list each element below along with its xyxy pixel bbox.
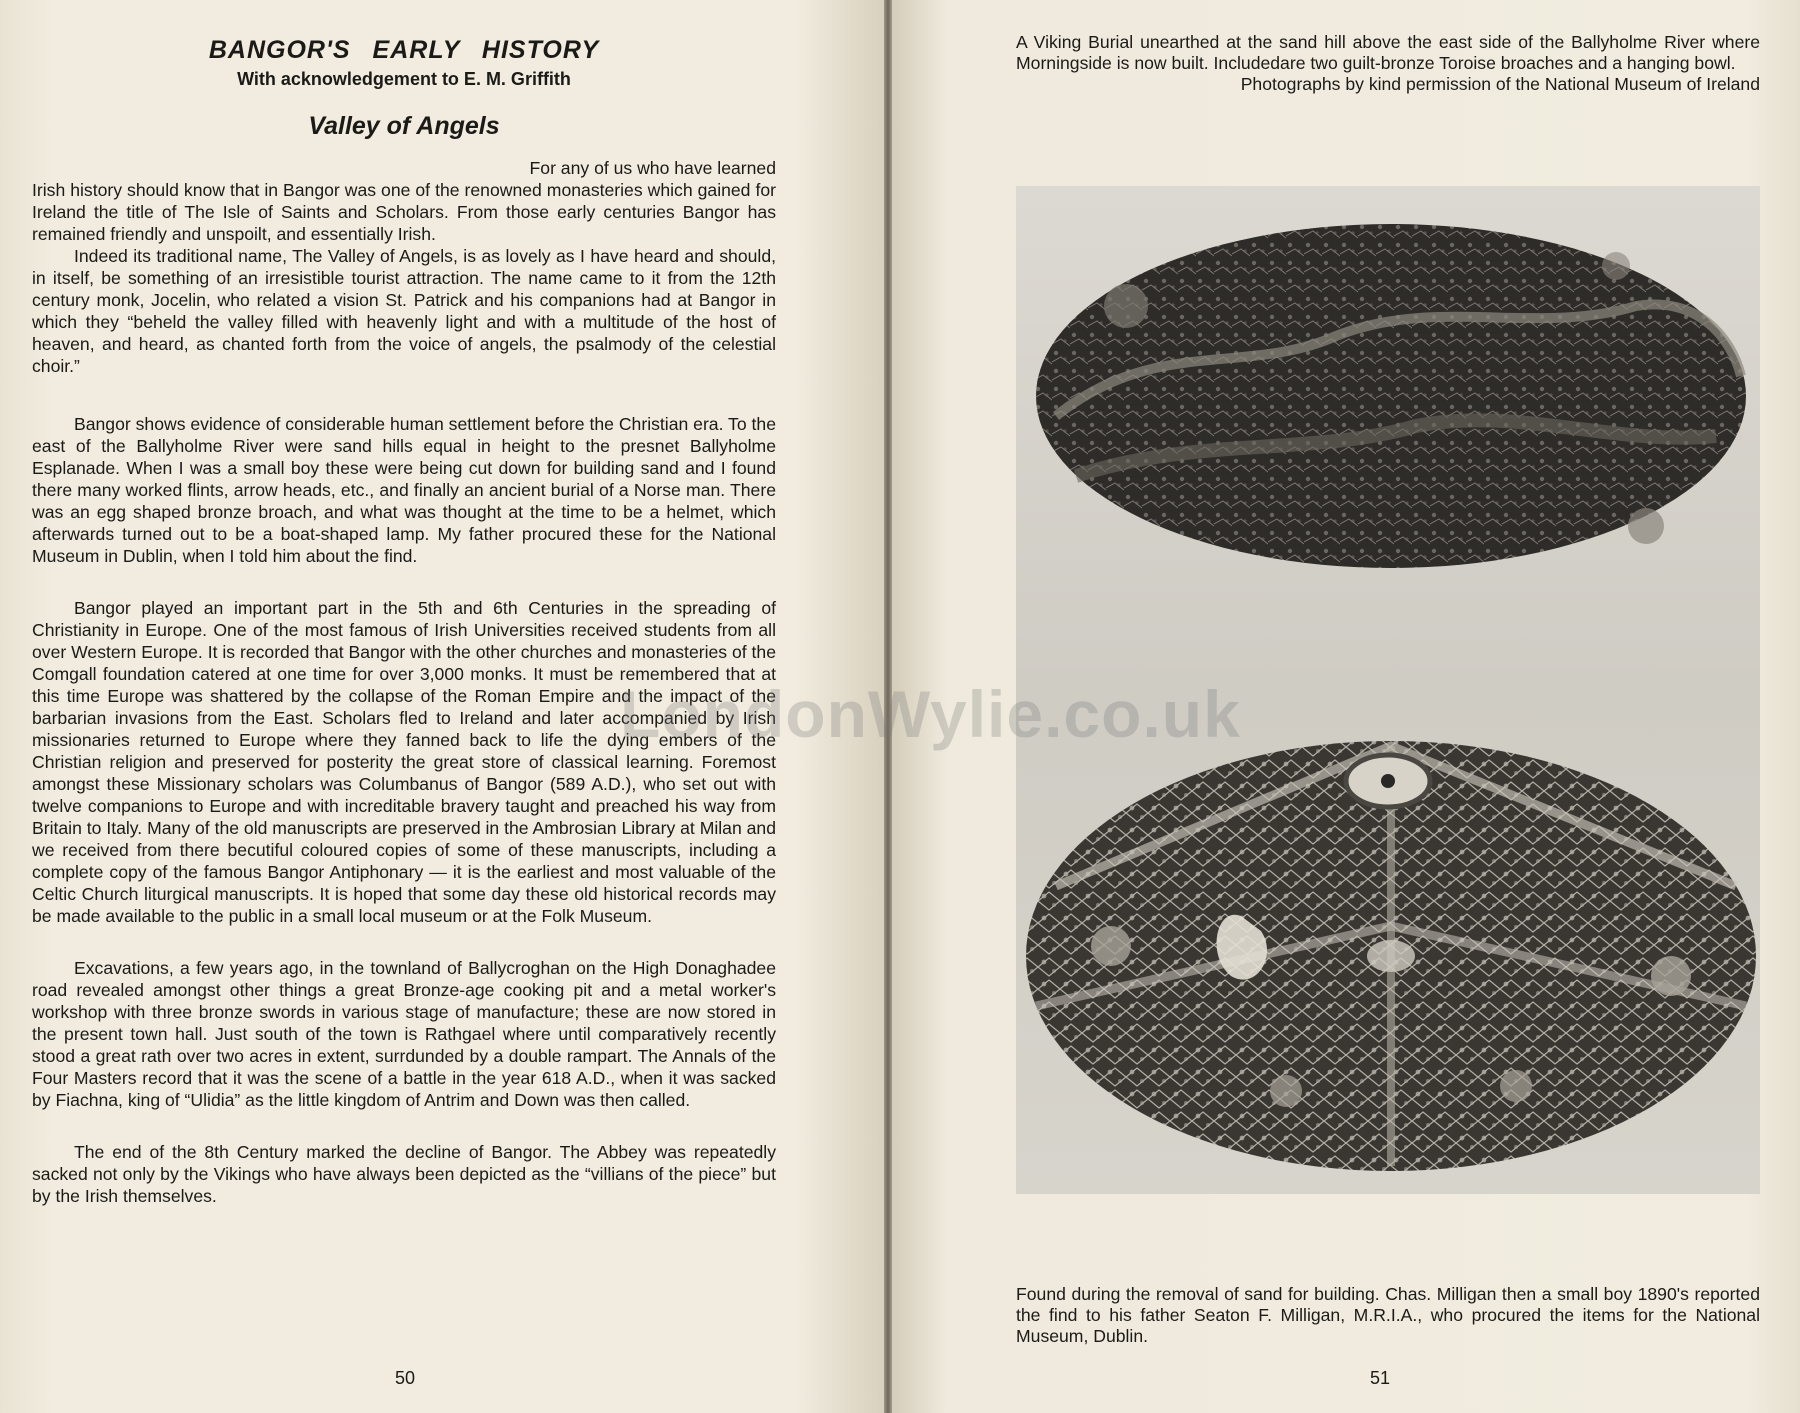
brooch-photographs — [1016, 186, 1760, 1194]
right-page — [892, 0, 1800, 1413]
chapter-title: BANGOR'S EARLY HISTORY — [208, 36, 600, 64]
lower-brooch-photo — [1026, 741, 1756, 1171]
right-page-header — [1016, 32, 1760, 95]
left-page — [0, 0, 884, 1413]
photo-caption-bottom: Found during the removal of sand for building. Chas. Milligan then a small boy 1890's reported the find to his father Seaton F. Milligan, M.R.I.A., who procured the items for the National Museum, Dublin. — [1016, 1284, 1760, 1346]
left-page-content — [32, 36, 776, 1207]
page-number-right: 51 — [1370, 1368, 1391, 1388]
acknowledgement: With acknowledgement to E. M. Griffith — [237, 69, 571, 89]
brooch-photo-illustration — [1016, 186, 1760, 1194]
photo-credit: Photographs by kind permission of the National Museum of Ireland — [1240, 74, 1760, 94]
paragraph-1 — [32, 157, 776, 245]
paragraph-3: Bangor shows evidence of considerable human settlement before the Christian era. To the east of the Ballyholme River were sand hills equal in height to the presnet Ballyholme Esplanade. When I was a small boy these were being cut down for building sand and I found there many worked flints, arrow heads, etc., and finally an ancient burial of a Norse man. There was an egg shaped bronze broach, and what was thought at the time to be a helmet, which afterwards turned out to be a boat-shaped lamp. My father procured these for the National Museum in Dublin, when I told him about the find. — [32, 414, 776, 566]
paragraph-4: Bangor played an important part in the 5th and 6th Centuries in the spreading of Christianity in Europe. One of the most famous of Irish Universities received students from all over Western Europe. It is recorded that Bangor with the other churches and monasteries of the Comgall foundation catered at one time for over 3,000 monks. It must be remembered that at this time Europe was shattered by the collapse of the Roman Empire and the impact of the barbarian invasions from the East. Scholars fled to Ireland and later accompanied by Irish missionaries returned to Europe where they fanned back to life the dying embers of the Christian religion and preserved for posterity the great store of classical learning. Foremost amongst these Missionary scholars was Columbanus of Bangor (589 A.D.), who set out with twelve companions to Europe and with increditable bravery taught and preached his way from Britain to Italy. Many of the old manuscripts are preserved in the Ambrosian Library at Milan and we received from there becutiful coloured copies of some of these manuscripts, including a complete copy of the famous Bangor Antiphonary — it is the earliest and most valuable of the Celtic Church liturgical manuscripts. It is hoped that some day these old historical records may be made available to the public in a small local museum or at the Folk Museum. — [32, 598, 776, 926]
paragraph-5: Excavations, a few years ago, in the townland of Ballycroghan on the High Donaghadee road revealed amongst other things a great Bronze-age cooking pit and a metal worker's workshop with three bronze swords in various stage of manufacture; these are now stored in the present town hall. Just south of the town is Rathgael where until comparatively recently stood a great rath over two acres in extent, surrdunded by a double rampart. The Annals of the Four Masters record that it was the scene of a battle in the year 618 A.D., when it was sacked by Fiachna, king of “Ulidia” as the little kingdom of Antrim and Down was then called. — [32, 958, 776, 1110]
page-number-left: 50 — [395, 1368, 416, 1388]
paragraph-2: Indeed its traditional name, The Valley of Angels, is as lovely as I have heard and should, in itself, be something of an irresistible tourist attraction. The name came to it from the 12th century monk, Jocelin, who related a vision St. Patrick and his companions had at Bangor in which they “beheld the valley filled with heavenly light and with a multitude of the host of heaven, and heard, as chanted forth from the voice of angels, the psalmody of the celestial choir.” — [32, 246, 776, 376]
watermark-text: LondonWylie.co.uk — [620, 677, 1241, 751]
photo-caption-top: A Viking Burial unearthed at the sand hill above the east side of the Ballyholme River where Morningside is now built. Includedare two guilt-bronze Toroise broaches and a hanging bowl. — [1016, 32, 1760, 73]
book-gutter — [884, 0, 892, 1413]
paragraph-1-lead: For any of us who have learned — [529, 158, 776, 178]
section-heading: Valley of Angels — [308, 112, 500, 140]
paragraph-6: The end of the 8th Century marked the decline of Bangor. The Abbey was repeatedly sacked not only by the Vikings who have always been depicted as the “villians of the piece” but by the Irish themselves. — [32, 1142, 776, 1206]
upper-brooch-photo — [1036, 224, 1746, 568]
paragraph-1-body: Irish history should know that in Bangor was one of the renowned monasteries which gained for Ireland the title of The Isle of Saints and Scholars. From those early centuries Bangor has remained friendly and unspoilt, and essentially Irish. — [32, 180, 776, 244]
